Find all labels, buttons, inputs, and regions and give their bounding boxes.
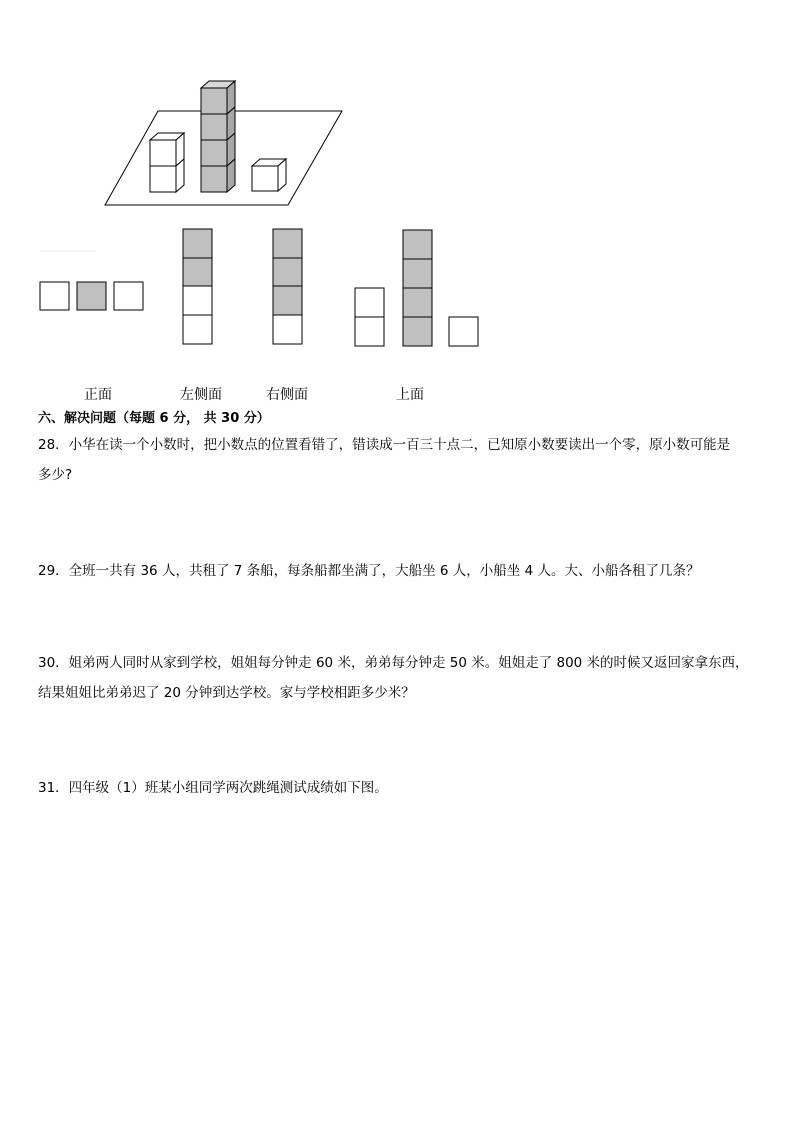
cube-front-face bbox=[201, 88, 227, 114]
view-square bbox=[355, 288, 384, 317]
question-line: 多少? bbox=[38, 467, 73, 483]
front-view-label: 正面 bbox=[84, 387, 112, 403]
question-line: 28．小华在读一个小数时，把小数点的位置看错了，错读成一百三十点二，已知原小数要读出一个零，原小数可能是 bbox=[38, 437, 731, 453]
view-square bbox=[403, 317, 432, 346]
cube-front-face bbox=[150, 166, 176, 192]
top-view bbox=[355, 230, 478, 346]
view-square bbox=[403, 259, 432, 288]
question-line: 结果姐姐比弟弟迟了 20 分钟到达学校。家与学校相距多少米？ bbox=[38, 685, 415, 701]
cube-front-face bbox=[150, 140, 176, 166]
top-view-label: 上面 bbox=[396, 387, 424, 403]
section-heading: 六、解决问题（每题 6 分， 共 30 分） bbox=[38, 411, 270, 426]
cube-views-figure bbox=[0, 0, 794, 380]
view-square bbox=[403, 288, 432, 317]
view-square bbox=[183, 286, 212, 315]
view-square bbox=[114, 282, 143, 310]
view-square bbox=[77, 282, 106, 310]
cube-stack-right bbox=[252, 159, 286, 191]
view-square bbox=[449, 317, 478, 346]
view-square bbox=[183, 229, 212, 258]
view-square bbox=[355, 317, 384, 346]
view-square bbox=[40, 282, 69, 310]
cube-stack-left bbox=[150, 133, 184, 192]
cube-front-face bbox=[252, 166, 278, 191]
cube-front-face bbox=[201, 166, 227, 192]
left-side-view bbox=[183, 229, 212, 344]
view-square bbox=[273, 286, 302, 315]
question-29 bbox=[38, 556, 758, 586]
view-square bbox=[273, 258, 302, 286]
view-square bbox=[403, 230, 432, 259]
cube-stack-middle bbox=[201, 81, 235, 192]
front-view bbox=[40, 282, 143, 310]
view-square bbox=[183, 315, 212, 344]
question-line: 30．姐弟两人同时从家到学校，姐姐每分钟走 60 米，弟弟每分钟走 50 米。姐姐走了 800 米的时候又返回家拿东西， bbox=[38, 655, 749, 671]
view-square bbox=[183, 258, 212, 286]
question-28 bbox=[38, 430, 758, 490]
question-30 bbox=[38, 648, 758, 708]
view-square bbox=[273, 315, 302, 344]
right-view-label: 右侧面 bbox=[266, 387, 308, 403]
question-line: 29．全班一共有 36 人，共租了 7 条船，每条船都坐满了，大船坐 6 人，小船坐 4 人。大、小船各租了几条？ bbox=[38, 563, 700, 579]
view-square bbox=[273, 229, 302, 258]
question-line: 31．四年级（1）班某小组同学两次跳绳测试成绩如下图。 bbox=[38, 780, 388, 796]
right-side-view bbox=[273, 229, 302, 344]
question-31 bbox=[38, 773, 758, 803]
cube-front-face bbox=[201, 140, 227, 166]
cube-front-face bbox=[201, 114, 227, 140]
left-view-label: 左侧面 bbox=[180, 387, 222, 403]
